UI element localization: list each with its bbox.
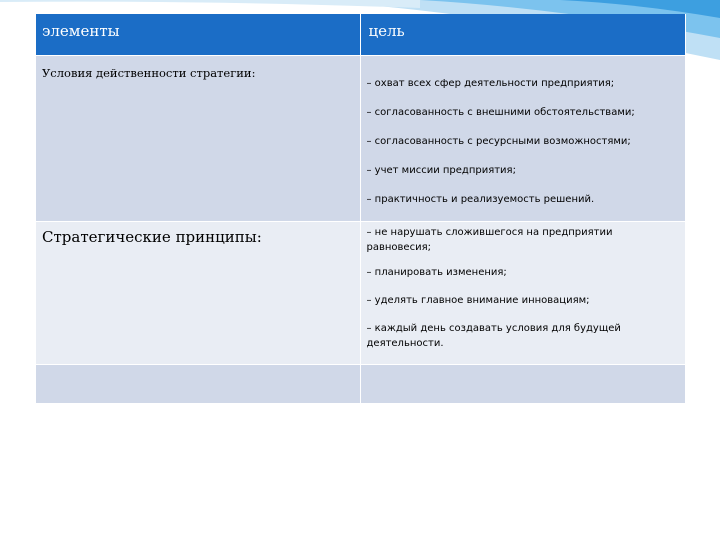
goal-item: – согласованность с внешними обстоятельствами; [366,106,635,118]
goal-cell [360,55,685,221]
table-row [36,55,685,221]
element-label: Условия действенности стратегии: [42,65,256,80]
table-header-row [36,14,685,55]
goal-item: – каждый день создавать условия для будущей деятельности. [366,322,621,349]
goal-item: – согласованность с ресурсными возможностями; [366,135,631,147]
element-cell [36,55,360,221]
goal-item: – охват всех сфер деятельности предприятия; [366,77,615,89]
header-elements: элементы [36,14,360,55]
goal-cell [360,221,685,364]
element-label: Стратегические принципы: [42,227,262,246]
goal-cell [360,364,685,403]
header-goal: цель [360,14,685,55]
goal-list [361,222,685,351]
element-cell [36,364,360,403]
decor-swoosh-4 [0,0,420,8]
goal-item: – не нарушать сложившегося на предприятии равновесия; [366,226,613,253]
table-row [36,364,685,403]
strategy-table [36,14,686,404]
goal-item: – учет миссии предприятия; [366,164,516,176]
goal-item: – уделять главное внимание инновациям; [366,294,590,306]
table-row [36,221,685,364]
goal-list [361,56,685,208]
element-cell [36,221,360,364]
goal-item: – практичность и реализуемость решений. [366,193,595,205]
goal-item: – планировать изменения; [366,266,507,278]
